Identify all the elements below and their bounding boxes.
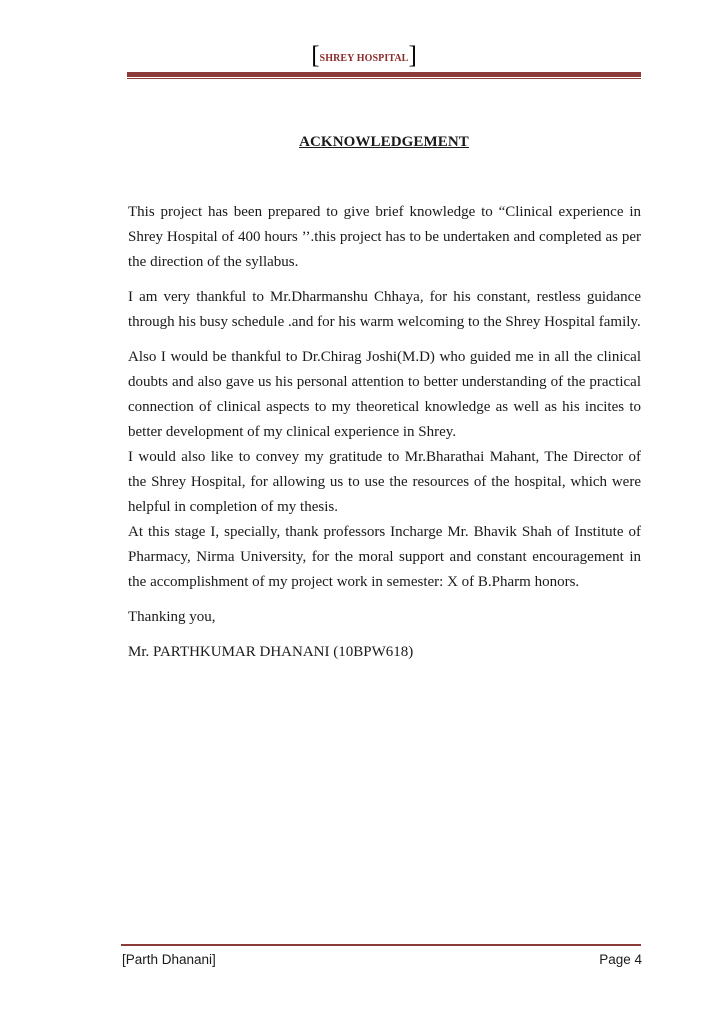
paragraph-thanks-mahant: I would also like to convey my gratitude to Mr.Bharathai Mahant, The Director of the Shrey Hospital, for allowing us to use the resources of the hospital, which were helpful in completion of my thesis. [128, 449, 641, 515]
paragraph-thanks-chhaya: I am very thankful to Mr.Dharmanshu Chhaya, for his constant, restless guidance through his busy schedule .and for his warm welcoming to the Shrey Hospital family. [128, 289, 641, 330]
page-header [0, 44, 728, 70]
paragraph-intro: This project has been prepared to give brief knowledge to “Clinical experience in Shrey Hospital of 400 hours ’’.this project has to be undertaken and completed as per the direction of the syllabus. [128, 204, 641, 270]
footer-rule [121, 944, 641, 946]
header-bracket-close: ] [408, 42, 417, 69]
footer-page-number: Page 4 [599, 952, 642, 967]
document-body [128, 200, 641, 675]
paragraph-thanks-joshi: Also I would be thankful to Dr.Chirag Joshi(M.D) who guided me in all the clinical doubts and also gave us his personal attention to better understanding of the practical connection of clinical aspects to my theoretical knowledge as well as his incites to better development of my clinical experience in Shrey. [128, 349, 641, 440]
footer-author: [Parth Dhanani] [122, 952, 216, 967]
header-bracket-open: [ [311, 42, 320, 69]
closing-line: Thanking you, [128, 609, 216, 625]
paragraph-thanks-shah: At this stage I, specially, thank professors Incharge Mr. Bhavik Shah of Institute of Pharmacy, Nirma University, for the moral support and constant encouragement in the accomplishment of my project work in semester: X of B.Pharm honors. [128, 524, 641, 590]
signature-line: Mr. PARTHKUMAR DHANANI (10BPW618) [128, 644, 414, 660]
header-title: SHREY HOSPITAL [319, 53, 409, 64]
header-rule-thick [127, 72, 641, 77]
header-rule-thin [127, 78, 641, 79]
document-title: ACKNOWLEDGEMENT [299, 134, 469, 150]
